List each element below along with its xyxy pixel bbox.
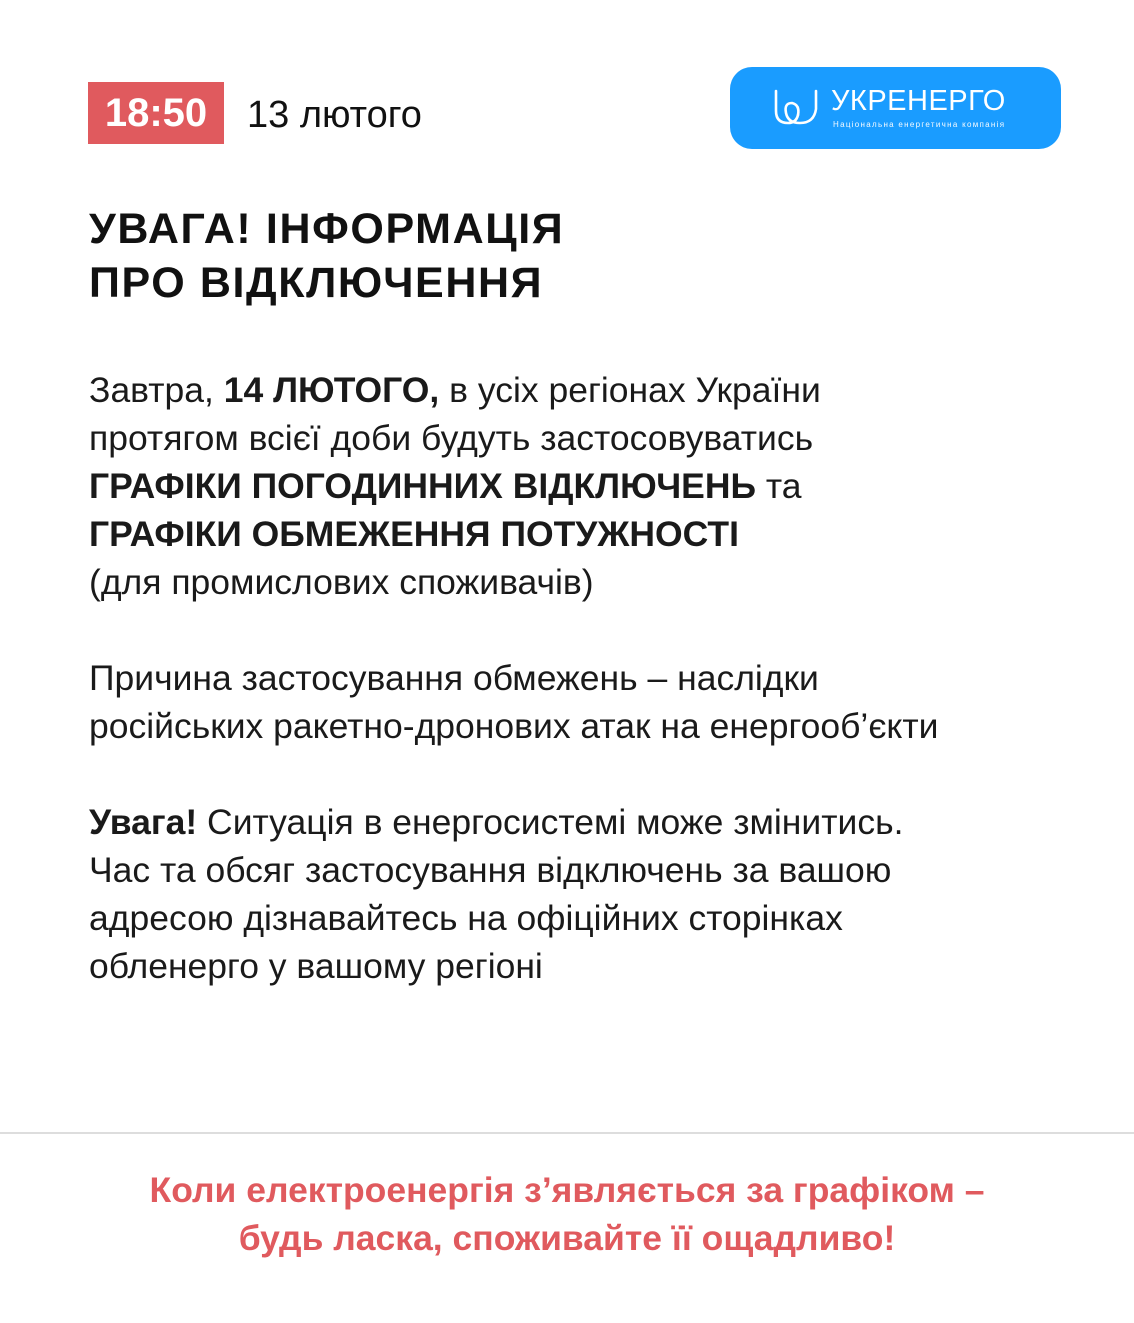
paragraph-3-line-3: адресою дізнавайтесь на офіційних сторінках xyxy=(89,898,843,938)
footer-line-2: будь ласка, споживайте її ощадливо! xyxy=(238,1218,896,1258)
text-segment: Завтра, xyxy=(89,370,224,410)
power-limit-highlight: ГРАФІКИ ОБМЕЖЕННЯ ПОТУЖНОСТІ xyxy=(89,514,739,554)
footer-note xyxy=(0,1166,1134,1262)
paragraph-3-line-4: обленерго у вашому регіоні xyxy=(89,946,543,986)
paragraph-3-line-1 xyxy=(89,798,1089,846)
paragraph-1-line-5: (для промислових споживачів) xyxy=(89,562,594,602)
warning-highlight: Увага! xyxy=(89,802,198,842)
paragraph-gap xyxy=(89,606,1089,654)
paragraph-2-line-2: російських ракетно-дронових атак на енергооб’єкти xyxy=(89,706,939,746)
paragraph-3-line-2: Час та обсяг застосування відключень за вашою xyxy=(89,850,892,890)
paragraph-gap xyxy=(89,750,1089,798)
announcement-body xyxy=(89,366,1089,990)
logo-name: УКРЕНЕРГО xyxy=(831,85,1006,117)
date-label: 13 лютого xyxy=(247,94,422,136)
paragraph-1-line-3 xyxy=(89,462,1089,510)
ukrenergo-logo xyxy=(730,67,1061,149)
paragraph-2-line-1: Причина застосування обмежень – наслідки xyxy=(89,658,819,698)
text-segment: Ситуація в енергосистемі може змінитись. xyxy=(197,802,904,842)
footer-divider xyxy=(0,1132,1134,1134)
headline-line-2: ПРО ВІДКЛЮЧЕННЯ xyxy=(89,259,544,307)
logo-subtitle: Національна енергетична компанія xyxy=(833,120,1006,129)
headline-line-1: УВАГА! ІНФОРМАЦІЯ xyxy=(89,205,565,253)
paragraph-1-line-2: протягом всієї доби будуть застосовуватись xyxy=(89,418,814,458)
ukrenergo-logo-icon xyxy=(770,85,826,129)
paragraph-1-line-1 xyxy=(89,366,1089,414)
time-badge: 18:50 xyxy=(88,82,224,144)
footer-line-1: Коли електроенергія з’являється за графіком – xyxy=(149,1170,985,1210)
text-segment: та xyxy=(756,466,802,506)
date-highlight: 14 ЛЮТОГО, xyxy=(223,370,440,410)
schedule-highlight: ГРАФІКИ ПОГОДИННИХ ВІДКЛЮЧЕНЬ xyxy=(89,466,756,506)
text-segment: в усіх регіонах України xyxy=(439,370,821,410)
paragraph-1-line-4 xyxy=(89,510,1089,558)
headline xyxy=(89,202,564,310)
